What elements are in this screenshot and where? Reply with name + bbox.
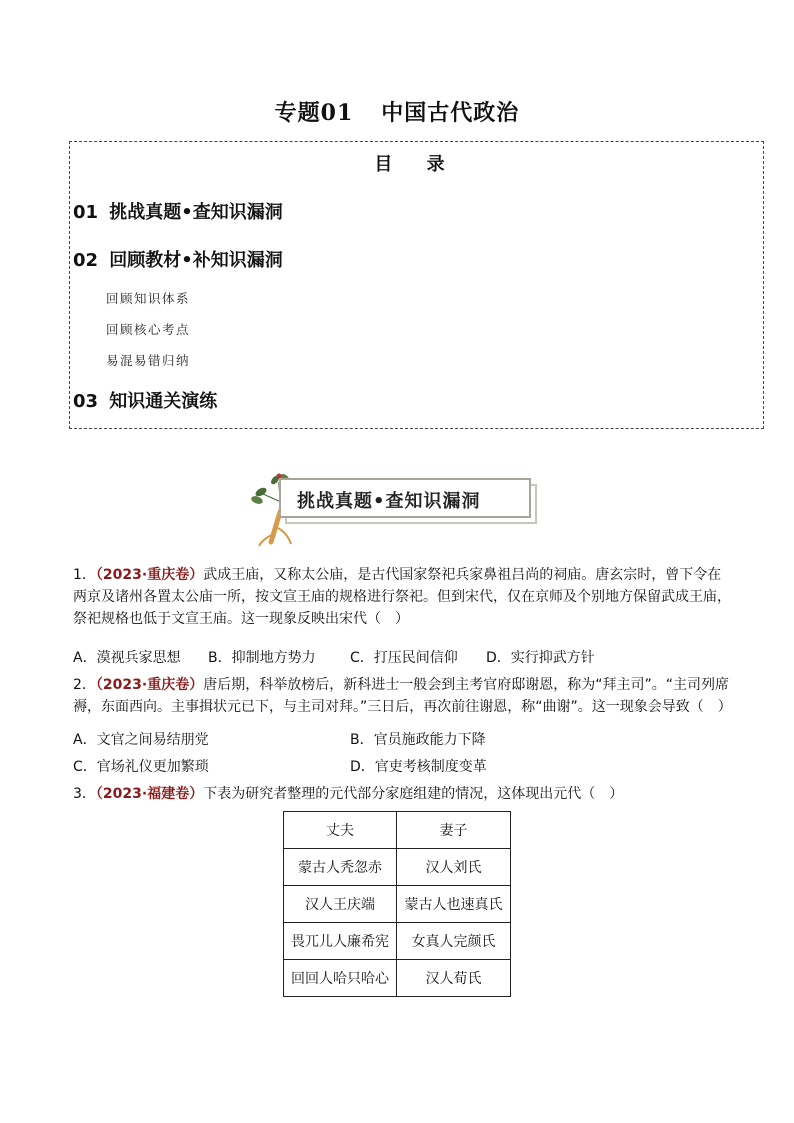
table-cell: 汉人王庆端 <box>284 886 397 923</box>
toc-section-label: 回顾教材•补知识漏洞 <box>109 250 283 271</box>
question-number: 2． <box>73 677 96 693</box>
option-a[interactable]: A．漠视兵家思想 <box>73 650 181 666</box>
toc-section-number: 02 <box>73 250 99 271</box>
table-cell: 蒙古人也速真氏 <box>397 886 511 923</box>
question-source: （2023·重庆卷） <box>95 567 204 583</box>
toc-section-label: 挑战真题•查知识漏洞 <box>109 202 283 223</box>
page-title-sub: 中国古代政治 <box>381 100 520 126</box>
page-title-main: 专题01 <box>274 100 354 126</box>
table-cell: 汉人刘氏 <box>397 849 511 886</box>
question-stem: 武成王庙，又称太公庙，是古代国家祭祀兵家鼻祖吕尚的祠庙。唐玄宗时，曾下令在两京及诸州各置太公庙一所，按文宣王庙的规格进行祭祀。但到宋代，仅在京师及个别地方保留武成王庙，祭祀规格也低于文宣王庙。这一现象反映出宋代（ ） <box>73 567 731 627</box>
toc-section-number: 03 <box>73 391 99 412</box>
table-header-row <box>284 812 511 849</box>
table-row <box>284 960 511 997</box>
table-cell: 蒙古人秃忽赤 <box>284 849 397 886</box>
table-cell: 女真人完颜氏 <box>397 923 511 960</box>
toc-section-1[interactable] <box>73 198 283 224</box>
question-stem: 唐后期，科举放榜后，新科进士一般会到主考官府邸谢恩，称为“拜主司”。“主司列席褥，东面西向。主事揖状元已下，与主司对拜。”三日后，再次前往谢恩，称“曲谢”。这一现象会导致（ ） <box>73 677 732 715</box>
question-number: 3． <box>73 786 96 802</box>
question-3 <box>73 783 733 805</box>
marriage-table <box>283 811 511 997</box>
option-c[interactable]: C．打压民间信仰 <box>350 650 458 666</box>
option-c[interactable]: C．官场礼仪更加繁琐 <box>73 759 209 775</box>
question-source: （2023·重庆卷） <box>95 677 204 693</box>
toc-section-2[interactable] <box>73 246 283 272</box>
option-d[interactable]: D．官吏考核制度变革 <box>350 759 487 775</box>
question-1 <box>73 564 733 630</box>
question-stem: 下表为研究者整理的元代部分家庭组建的情况，这体现出元代（ ） <box>203 786 624 802</box>
toc-section-3[interactable] <box>73 387 217 413</box>
section-banner <box>245 472 545 548</box>
option-b[interactable]: B．官员施政能力下降 <box>350 732 486 748</box>
table-header-cell: 丈夫 <box>284 812 397 849</box>
table-of-contents <box>69 141 764 429</box>
table-cell: 畏兀儿人廉希宪 <box>284 923 397 960</box>
banner-title: 挑战真题•查知识漏洞 <box>297 491 481 512</box>
question-source: （2023·福建卷） <box>95 786 204 802</box>
table-row <box>284 849 511 886</box>
option-d[interactable]: D．实行抑武方针 <box>486 650 595 666</box>
table-cell: 回回人哈只哈心 <box>284 960 397 997</box>
table-header-cell: 妻子 <box>397 812 511 849</box>
toc-section-label: 知识通关演练 <box>109 391 218 412</box>
toc-subitem[interactable]: 回顾核心考点 <box>106 322 191 337</box>
question-2 <box>73 674 733 718</box>
option-b[interactable]: B．抑制地方势力 <box>208 650 316 666</box>
toc-heading: 目 录 <box>374 154 459 175</box>
table-row <box>284 886 511 923</box>
question-number: 1． <box>73 567 96 583</box>
toc-subitem[interactable]: 易混易错归纳 <box>106 353 191 368</box>
toc-subitem[interactable]: 回顾知识体系 <box>106 291 191 306</box>
table-row <box>284 923 511 960</box>
table-cell: 汉人荀氏 <box>397 960 511 997</box>
option-a[interactable]: A．文官之间易结朋党 <box>73 732 209 748</box>
toc-section-number: 01 <box>73 202 99 223</box>
page-title <box>0 96 794 127</box>
